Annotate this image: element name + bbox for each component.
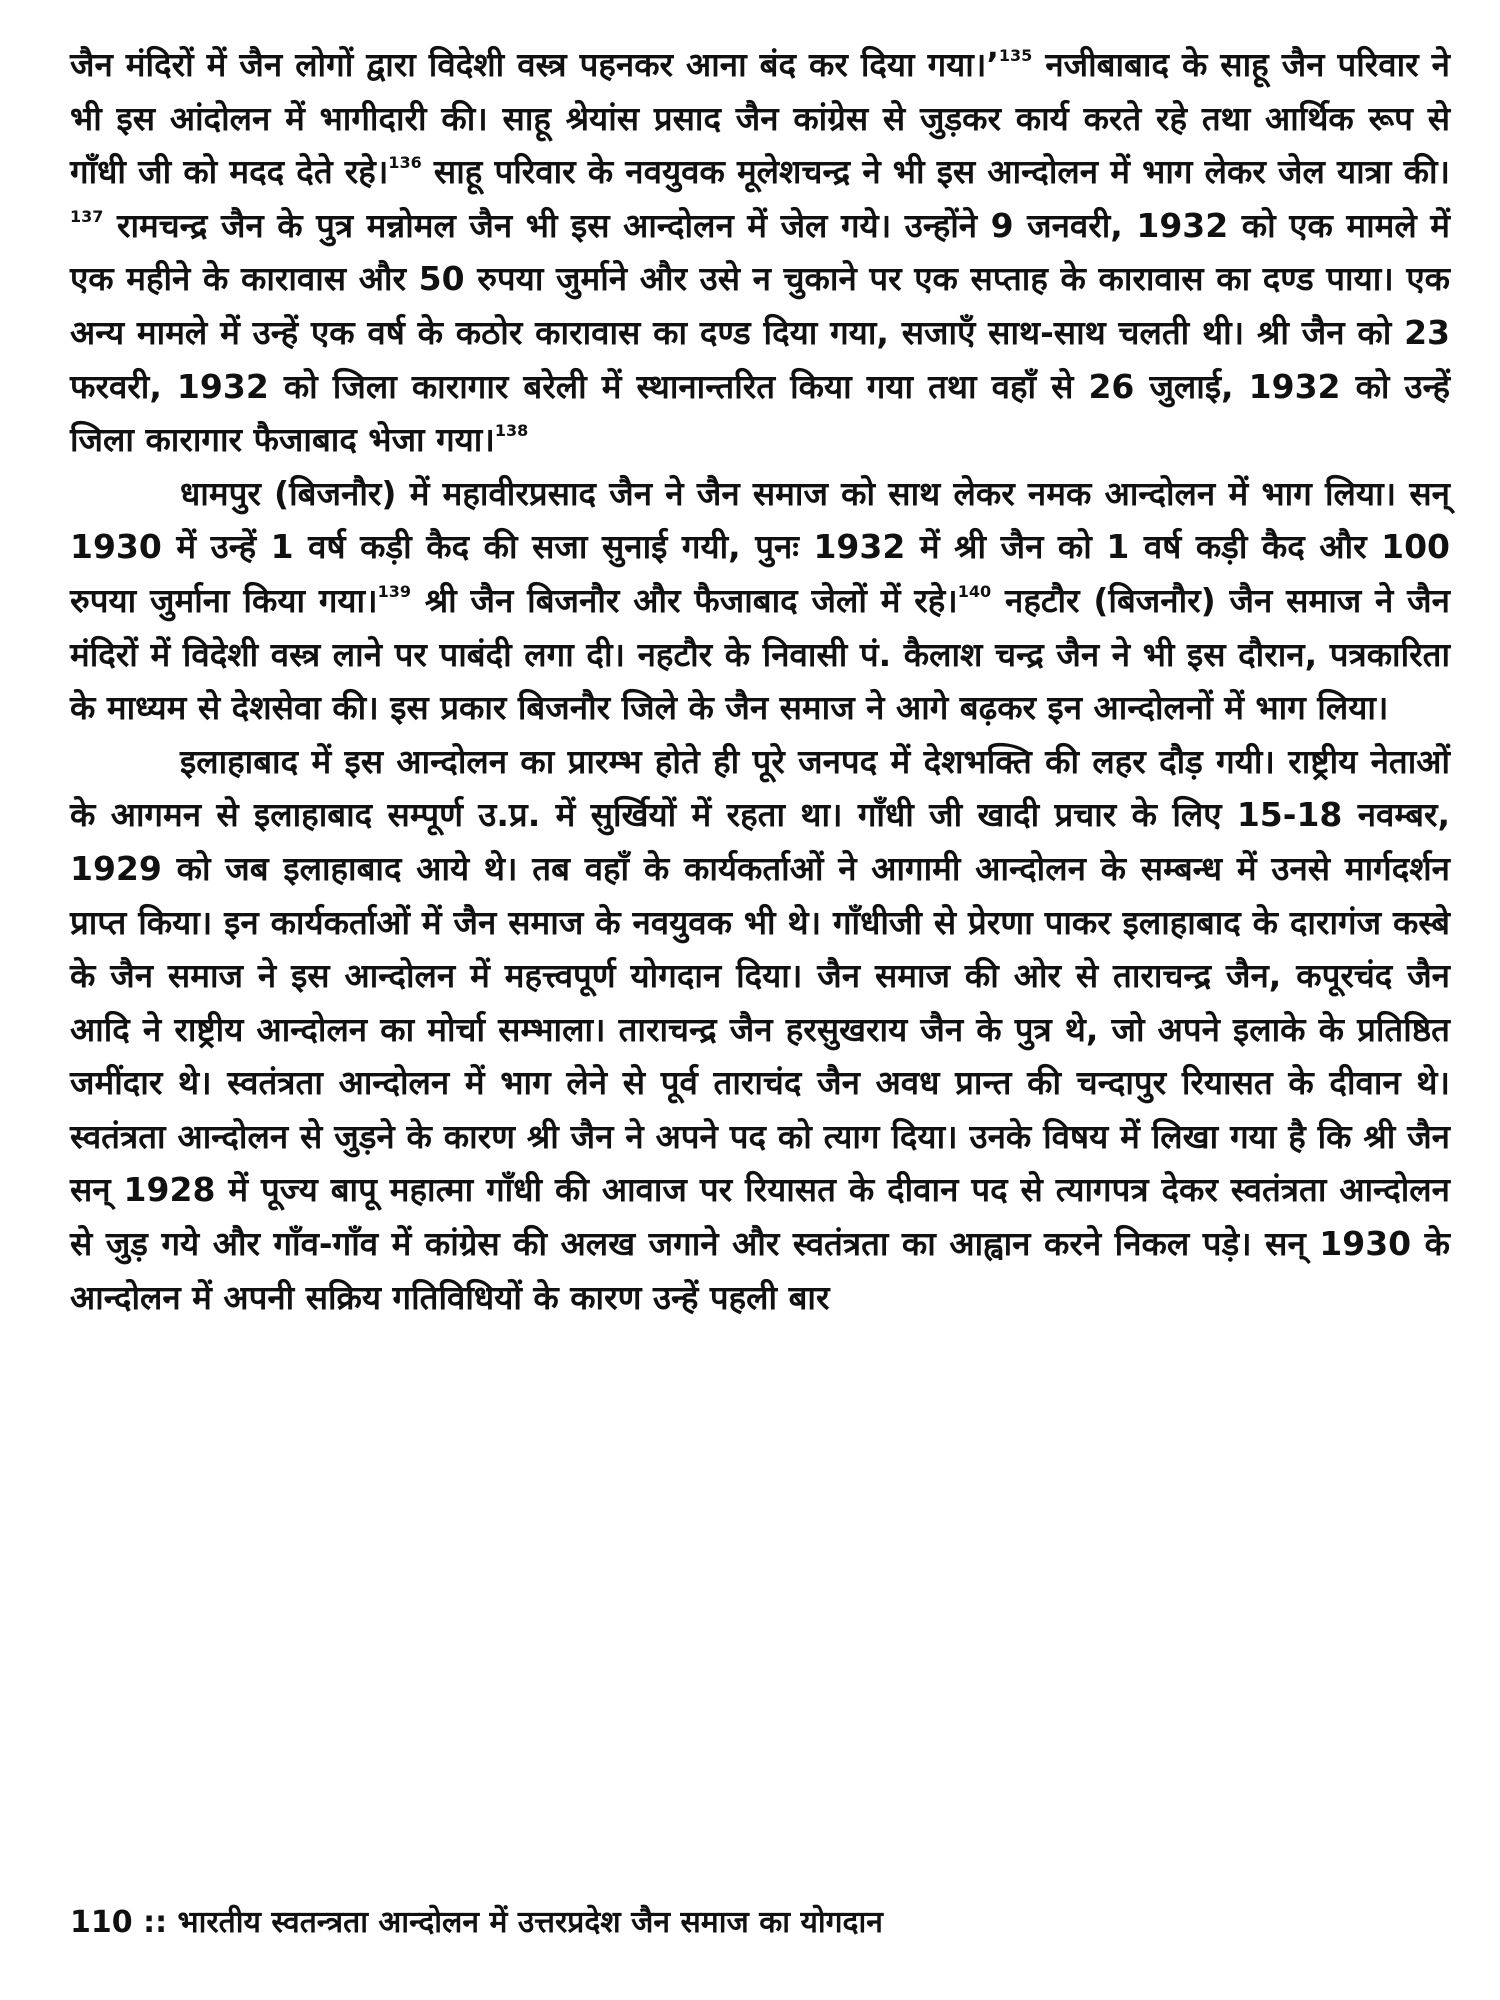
page-body xyxy=(70,38,1450,1324)
paragraph-1-text: जैन मंदिरों में जैन लोगों द्वारा विदेशी वस्त्र पहनकर आना बंद कर दिया गया।’ xyxy=(70,45,999,84)
paragraph-1-text: साहू परिवार के नवयुवक मूलेशचन्द्र ने भी इस आन्दोलन में भाग लेकर जेल यात्रा की। xyxy=(421,152,1451,192)
paragraph-1-text: नजीबाबाद के साहू जैन परिवार ने भी इस आंदोलन में भागीदारी की। साहू श्रेयांस प्रसाद जैन कांग्रेस से जुड़कर कार्य करते रहे तथा आर्थिक रूप से गाँधी जी को मदद देते रहे। xyxy=(70,45,1450,192)
paragraph-2-text: नहटौर (बिजनौर) जैन समाज ने जैन मंदिरों में विदेशी वस्त्र लाने पर पाबंदी लगा दी। नहटौर के निवासी पं. कैलाश चन्द्र जैन ने भी इस दौरान, पत्रकारिता के माध्यम से देशसेवा की। इस प्रकार बिजनौर जिले के जैन समाज ने आगे बढ़कर इन आन्दोलनों में भाग लिया। xyxy=(70,580,1450,728)
page-footer: 110 :: भारतीय स्वतन्त्रता आन्दोलन में उत्तरप्रदेश जैन समाज का योगदान xyxy=(70,1905,883,1940)
footnote-ref-135: 135 xyxy=(998,46,1033,65)
footnote-ref-138: 138 xyxy=(494,421,529,441)
paragraph-2-text: श्री जैन बिजनौर और फैजाबाद जेलों में रहे। xyxy=(411,580,958,620)
footnote-ref-137: 137 xyxy=(70,206,104,226)
paragraph-1 xyxy=(70,38,1450,467)
paragraph-2 xyxy=(70,467,1450,735)
paragraph-3 xyxy=(70,735,1450,1325)
paragraph-1-text: रामचन्द्र जैन के पुत्र मन्नोमल जैन भी इस आन्दोलन में जेल गये। उन्होंने 9 जनवरी, 1932 को एक मामले में एक महीने के कारावास और 50 रुपया जुर्माने और उसे न चुकाने पर एक सप्ताह के कारावास का दण्ड पाया। एक अन्य मामले में उन्हें एक वर्ष के कठोर कारावास का दण्ड दिया गया, सजाएँ साथ-साथ चलती थी। श्री जैन को 23 फरवरी, 1932 को जिला कारागार बरेली में स्थानान्तरित किया गया तथा वहाँ से 26 जुलाई, 1932 को उन्हें जिला कारागार फैजाबाद भेजा गया। xyxy=(70,205,1450,460)
footnote-ref-136: 136 xyxy=(388,153,422,173)
paragraph-3-text: इलाहाबाद में इस आन्दोलन का प्रारम्भ होते ही पूरे जनपद में देशभक्ति की लहर दौड़ गयी। राष्ट्रीय नेताओं के आगमन से इलाहाबाद सम्पूर्ण उ.प्र. में सुर्खियों में रहता था। गाँधी जी खादी प्रचार के लिए 15-18 नवम्बर, 1929 को जब इलाहाबाद आये थे। तब वहाँ के कार्यकर्ताओं ने आगामी आन्दोलन के सम्बन्ध में उनसे मार्गदर्शन प्राप्त किया। इन कार्यकर्ताओं में जैन समाज के नवयुवक भी थे। गाँधीजी से प्रेरणा पाकर इलाहाबाद के दारागंज कस्बे के जैन समाज ने इस आन्दोलन में महत्त्वपूर्ण योगदान दिया। जैन समाज की ओर से ताराचन्द्र जैन, कपूरचंद जैन आदि ने राष्ट्रीय आन्दोलन का मोर्चा सम्भाला। ताराचन्द्र जैन हरसुखराय जैन के पुत्र थे, जो अपने इलाके के प्रतिष्ठित जमींदार थे। स्वतंत्रता आन्दोलन में भाग लेने से पूर्व ताराचंद जैन अवध प्रान्त की चन्दापुर रियासत के दीवान थे। स्वतंत्रता आन्दोलन से जुड़ने के कारण श्री जैन ने अपने पद को त्याग दिया। उनके विषय में लिखा गया है कि श्री जैन सन् 1928 में पूज्य बापू महात्मा गाँधी की आवाज पर रियासत के दीवान पद से त्यागपत्र देकर स्वतंत्रता आन्दोलन से जुड़ गये और गाँव-गाँव में कांग्रेस की अलख जगाने और स्वतंत्रता का आह्वान करने निकल पड़े। सन् 1930 के आन्दोलन में अपनी सक्रिय गतिविधियों के कारण उन्हें पहली बार xyxy=(70,741,1450,1317)
footnote-ref-140: 140 xyxy=(957,581,992,601)
paragraph-2-text: धामपुर (बिजनौर) में महावीरप्रसाद जैन ने जैन समाज को साथ लेकर नमक आन्दोलन में भाग लिया। सन् 1930 में उन्हें 1 वर्ष कड़ी कैद की सजा सुनाई गयी, पुनः 1932 में श्री जैन को 1 वर्ष कड़ी कैद और 100 रुपया जुर्माना किया गया। xyxy=(70,473,1450,620)
footnote-ref-139: 139 xyxy=(377,581,411,601)
